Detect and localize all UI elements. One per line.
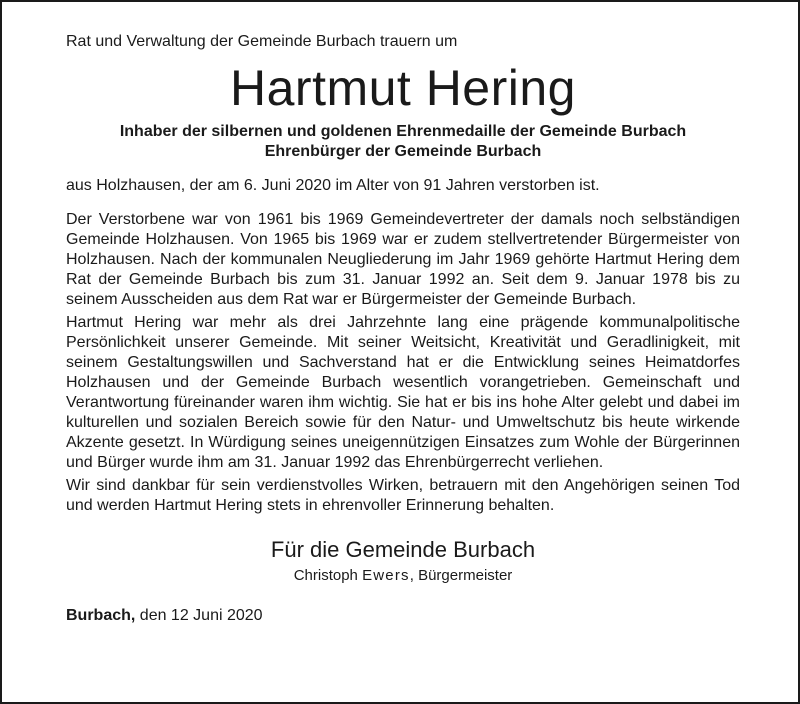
lead-line: aus Holzhausen, der am 6. Juni 2020 im Alter von 91 Jahren verstorben ist.	[66, 177, 600, 194]
signer-role: , Bürgermeister	[409, 567, 513, 584]
obituary-content	[66, 32, 740, 626]
signature-organization: Für die Gemeinde Burbach	[270, 537, 536, 562]
honors-block	[66, 122, 740, 162]
deceased-name: Hartmut Hering	[230, 60, 576, 116]
signer-first-name: Christoph	[293, 567, 358, 584]
footer-place: Burbach,	[66, 607, 136, 624]
intro-line: Rat und Verwaltung der Gemeinde Burbach trauern um	[66, 33, 458, 50]
paragraph-thanks: Wir sind dankbar für sein verdienstvolles Wirken, betrauern mit den Angehörigen seinen Tod und werden Hartmut Hering stets in ehrenvoller Erinnerung behalten.	[66, 477, 740, 514]
signer-last-name: Ewers	[362, 567, 410, 584]
honor-line: Inhaber der silbernen und goldenen Ehrenmedaille der Gemeinde Burbach	[119, 123, 687, 140]
footer-date: den 12 Juni 2020	[135, 607, 263, 624]
paragraph-career: Der Verstorbene war von 1961 bis 1969 Gemeindevertreter der damals noch selbständigen Gemeinde Holzhausen. Von 1965 bis 1969 war er zudem stellvertretender Bürgermeister von Holzhausen. Nach der kommunalen Neugliederung im Jahr 1969 gehörte Hartmut Hering dem Rat der Gemeinde Burbach bis zum 31. Januar 1992 an. Seit dem 9. Januar 1978 bis zu seinem Ausscheiden aus dem Rat war er Bürgermeister der Gemeinde Burbach.	[66, 211, 740, 308]
signature-block	[66, 536, 740, 586]
honor-line: Ehrenbürger der Gemeinde Burbach	[264, 143, 542, 160]
paragraph-tribute: Hartmut Hering war mehr als drei Jahrzehnte lang eine prägende kommunalpolitische Persönlichkeit unserer Gemeinde. Mit seiner Weitsicht, Kreativität und Geradlinigkeit, mit seinem Gestaltungswillen und Sachverstand hat er die Entwicklung seines Heimatdorfes Holzhausen und der Gemeinde Burbach wesentlich vorangetrieben. Gemeinschaft und Verantwortung füreinander waren ihm wichtig. Sie hat er bis ins hohe Alter gelebt und dabei im kulturellen und sozialen Bereich sowie für den Natur- und Umweltschutz bis heute wirkende Akzente gesetzt. In Würdigung seines uneigennützigen Einsatzes zum Wohle der Bürgerinnen und Bürger wurde ihm am 31. Januar 1992 das Ehrenbürgerrecht verliehen.	[66, 314, 740, 471]
place-date-line	[66, 606, 740, 626]
signature-person	[66, 566, 740, 586]
